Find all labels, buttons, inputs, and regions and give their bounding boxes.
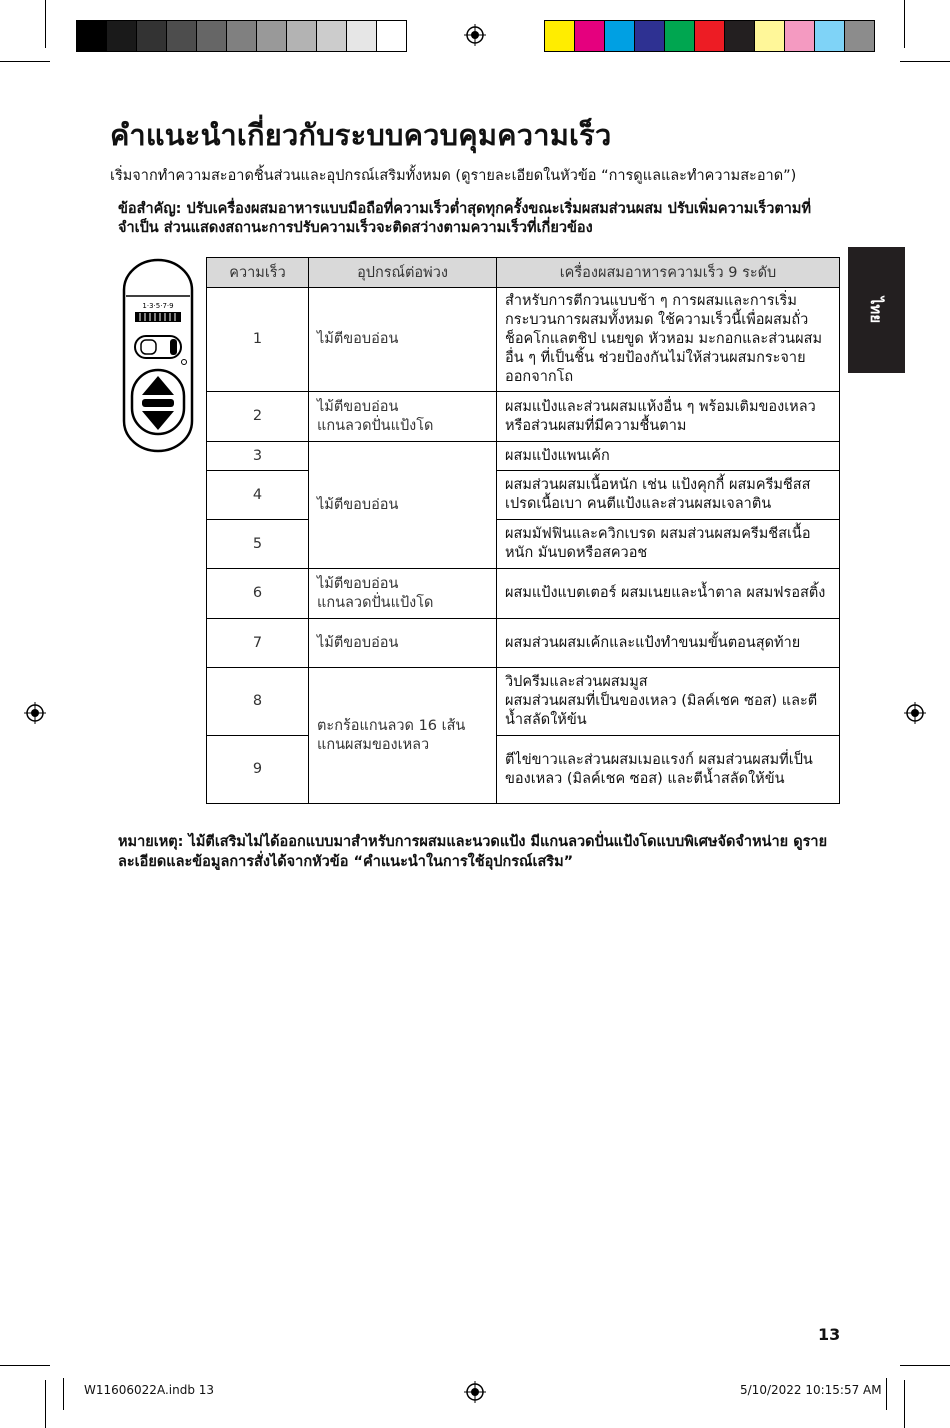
crop-mark: [900, 61, 950, 62]
header-usage: เครื่องผสมอาหารความเร็ว 9 ระดับ: [497, 258, 840, 288]
crop-mark: [0, 61, 50, 62]
calibration-swatch: [785, 21, 815, 51]
language-tab: [848, 247, 905, 373]
footnote: [118, 832, 848, 872]
calibration-swatch: [257, 21, 287, 51]
calibration-swatch: [755, 21, 785, 51]
accessory-cell: ไม้ตีขอบอ่อน: [309, 288, 497, 392]
calibration-swatch: [137, 21, 167, 51]
crop-mark: [63, 1378, 64, 1410]
calibration-swatch: [665, 21, 695, 51]
crop-mark: [904, 0, 905, 48]
calibration-swatch: [815, 21, 845, 51]
crop-mark: [904, 1380, 905, 1428]
calibration-swatch: [107, 21, 137, 51]
note-text: ไม้ตีเสริมไม่ได้ออกแบบมาสำหรับการผสมและนวดแป้ง มีแกนลวดปั่นแป้งโดแบบพิเศษจัดจำหน่าย ดูรายละเอียดและข้อมูลการสั่งได้จากหัวข้อ “คำแนะนำในการใช้อุปกรณ์เสริม”: [118, 834, 828, 870]
intro-text: เริ่มจากทำความสะอาดชิ้นส่วนและอุปกรณ์เสริมทั้งหมด (ดูรายละเอียดในหัวข้อ “การดูแลและทำความสะอาด”): [110, 168, 797, 184]
language-tab-label: ไทย: [867, 296, 886, 324]
header-speed: ความเร็ว: [207, 258, 309, 288]
calibration-swatch: [347, 21, 377, 51]
speed-value: 5: [207, 520, 309, 569]
calibration-swatch: [605, 21, 635, 51]
calibration-swatch: [695, 21, 725, 51]
header-accessory: อุปกรณ์ต่อพ่วง: [309, 258, 497, 288]
usage-cell: ผสมส่วนผสมเนื้อหนัก เช่น แป้งคุกกี้ ผสมครีมชีสสเปรดเนื้อเบา คนตีแป้งและส่วนผสมเจลาติน: [497, 471, 840, 520]
registration-mark-icon: [24, 702, 46, 724]
speed-value: 8: [207, 668, 309, 736]
speed-value: 3: [207, 442, 309, 471]
registration-mark-icon: [464, 1381, 486, 1403]
calibration-swatch: [725, 21, 755, 51]
usage-cell: สำหรับการตีกวนแบบช้า ๆ การผสมและการเริ่มกระบวนการผสมทั้งหมด ใช้ความเร็วนี้เพื่อผสมถั่ว ช็อคโกแลตชิป เนยขูด หัวหอม มะกอกและส่วนผสมอื่น ๆ ที่เป็นชิ้น ช่วยป้องกันไม่ให้ส่วนผสมกระจายออกจากโถ: [497, 288, 840, 392]
crop-mark: [886, 1378, 887, 1410]
speed-value: 2: [207, 392, 309, 442]
table-row: [207, 520, 840, 569]
speed-value: 7: [207, 619, 309, 668]
calibration-swatch: [167, 21, 197, 51]
page-number: 13: [818, 1325, 841, 1344]
calibration-swatch: [287, 21, 317, 51]
accessory-cell: ไม้ตีขอบอ่อน แกนลวดปั่นแป้งโด: [309, 569, 497, 619]
important-text: ปรับเครื่องผสมอาหารแบบมือถือที่ความเร็วต่ำสุดทุกครั้งขณะเริ่มผสมส่วนผสม ปรับเพิ่มความเร็วตามที่จำเป็น ส่วนแสดงสถานะการปรับความเร็วจะติดสว่างตามความเร็วที่เกี่ยวข้อง: [118, 201, 812, 236]
important-note: [118, 200, 848, 238]
page-title: คำแนะนำเกี่ยวกับระบบควบคุมความเร็ว: [110, 118, 612, 152]
table-row: [207, 668, 840, 736]
usage-cell: ผสมส่วนผสมเค้กและแป้งทำขนมขั้นตอนสุดท้าย: [497, 619, 840, 668]
usage-cell: ผสมแป้งแบตเตอร์ ผสมเนยและน้ำตาล ผสมฟรอสติ้ง: [497, 569, 840, 619]
accessory-cell: ไม้ตีขอบอ่อน แกนลวดปั่นแป้งโด: [309, 392, 497, 442]
crop-mark: [900, 1365, 950, 1366]
table-row: [207, 288, 840, 392]
crop-mark: [0, 1365, 50, 1366]
table-row: [207, 392, 840, 442]
usage-cell: ผสมแป้งและส่วนผสมแห้งอื่น ๆ พร้อมเติมของเหลวหรือส่วนผสมที่มีความชื้นตาม: [497, 392, 840, 442]
usage-cell: ผสมแป้งแพนเค้ก: [497, 442, 840, 471]
table-row: [207, 736, 840, 804]
speed-value: 9: [207, 736, 309, 804]
calibration-swatch: [227, 21, 257, 51]
speed-scale-label: 1·3·5·7·9: [142, 302, 174, 310]
speed-indicator-bar: [135, 312, 181, 322]
mixer-control-illustration: [122, 258, 194, 453]
registration-mark-icon: [464, 24, 486, 46]
accessory-cell: ไม้ตีขอบอ่อน: [309, 442, 497, 569]
calibration-swatch: [77, 21, 107, 51]
speed-value: 6: [207, 569, 309, 619]
table-row: [207, 471, 840, 520]
grayscale-calibration-bar: [76, 20, 407, 52]
accessory-cell: ไม้ตีขอบอ่อน: [309, 619, 497, 668]
crop-mark: [45, 1380, 46, 1428]
speed-value: 1: [207, 288, 309, 392]
important-label: ข้อสำคัญ:: [118, 201, 182, 217]
calibration-swatch: [845, 21, 874, 51]
table-header-row: [207, 258, 840, 288]
calibration-swatch: [635, 21, 665, 51]
table-row: [207, 619, 840, 668]
calibration-swatch: [575, 21, 605, 51]
registration-mark-icon: [904, 702, 926, 724]
usage-cell: ผสมมัฟฟินและควิกเบรด ผสมส่วนผสมครีมชีสเนื้อหนัก มันบดหรือสควอช: [497, 520, 840, 569]
table-row: [207, 569, 840, 619]
usage-cell: ตีไข่ขาวและส่วนผสมเมอแรงก์ ผสมส่วนผสมที่เป็นของเหลว (มิลค์เชค ซอส) และตีน้ำสลัดให้ข้น: [497, 736, 840, 804]
crop-mark: [45, 0, 46, 48]
accessory-cell: ตะกร้อแกนลวด 16 เส้น แกนผสมของเหลว: [309, 668, 497, 804]
footer-timestamp: 5/10/2022 10:15:57 AM: [740, 1383, 882, 1397]
calibration-swatch: [545, 21, 575, 51]
note-label: หมายเหตุ:: [118, 834, 184, 850]
footer-file-info: W11606022A.indb 13: [84, 1383, 215, 1397]
usage-cell: วิปครีมและส่วนผสมมูส ผสมส่วนผสมที่เป็นของเหลว (มิลค์เชค ซอส) และตีน้ำสลัดให้ข้น: [497, 668, 840, 736]
color-calibration-bar: [544, 20, 875, 52]
calibration-swatch: [317, 21, 347, 51]
speed-value: 4: [207, 471, 309, 520]
calibration-swatch: [377, 21, 406, 51]
table-row: [207, 442, 840, 471]
speed-control-table: [206, 257, 840, 804]
calibration-swatch: [197, 21, 227, 51]
